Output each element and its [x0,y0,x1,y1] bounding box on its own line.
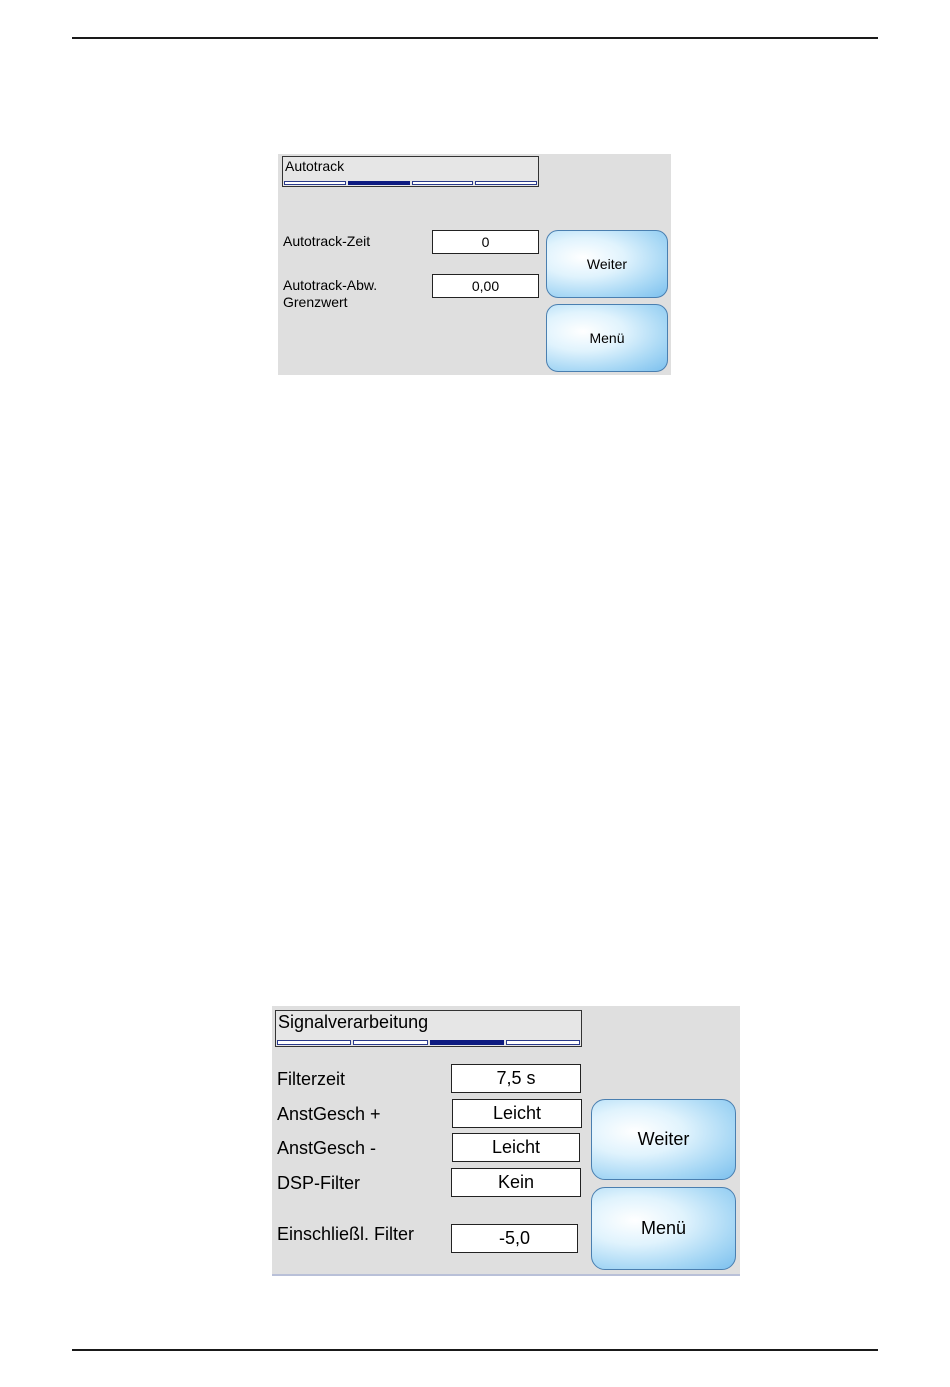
inclusive-filter-field[interactable]: -5,0 [451,1224,578,1253]
page-footer-rule [72,1349,878,1351]
filter-time-field[interactable]: 7,5 s [451,1064,581,1093]
dsp-filter-field[interactable]: Kein [451,1168,581,1197]
rise-rate-plus-field[interactable]: Leicht [452,1099,582,1128]
progress-step [353,1040,427,1045]
autotrack-deviation-field[interactable]: 0,00 [432,274,539,298]
rise-rate-minus-label: AnstGesch - [277,1138,377,1158]
panel-bottom-edge [272,1274,740,1276]
autotrack-time-field[interactable]: 0 [432,230,539,254]
menu-button[interactable]: Menü [546,304,668,372]
next-button[interactable]: Weiter [546,230,668,298]
autotrack-time-label: Autotrack-Zeit [283,233,371,249]
next-button[interactable]: Weiter [591,1099,736,1180]
autotrack-screen [278,154,671,375]
progress-step [506,1040,580,1045]
autotrack-deviation-label: Autotrack-Abw. Grenzwert [283,277,378,310]
progress-step-active [348,181,410,185]
filter-time-label: Filterzeit [277,1069,346,1089]
screen-title-bar [275,1010,582,1047]
progress-indicator [277,1040,580,1045]
screen-title: Signalverarbeitung [278,1012,429,1032]
progress-step [412,181,474,185]
rise-rate-minus-field[interactable]: Leicht [452,1133,580,1162]
dsp-filter-label: DSP-Filter [277,1173,361,1193]
menu-button[interactable]: Menü [591,1187,736,1270]
screen-title-bar [282,156,539,187]
rise-rate-plus-label: AnstGesch + [277,1104,381,1124]
progress-step-active [430,1040,504,1045]
signal-processing-screen [272,1006,740,1276]
page-header-rule [72,37,878,39]
progress-step [277,1040,351,1045]
screen-title: Autotrack [285,158,345,174]
progress-step [475,181,537,185]
progress-step [284,181,346,185]
inclusive-filter-label: Einschließl. Filter [277,1224,415,1244]
progress-indicator [284,181,537,185]
